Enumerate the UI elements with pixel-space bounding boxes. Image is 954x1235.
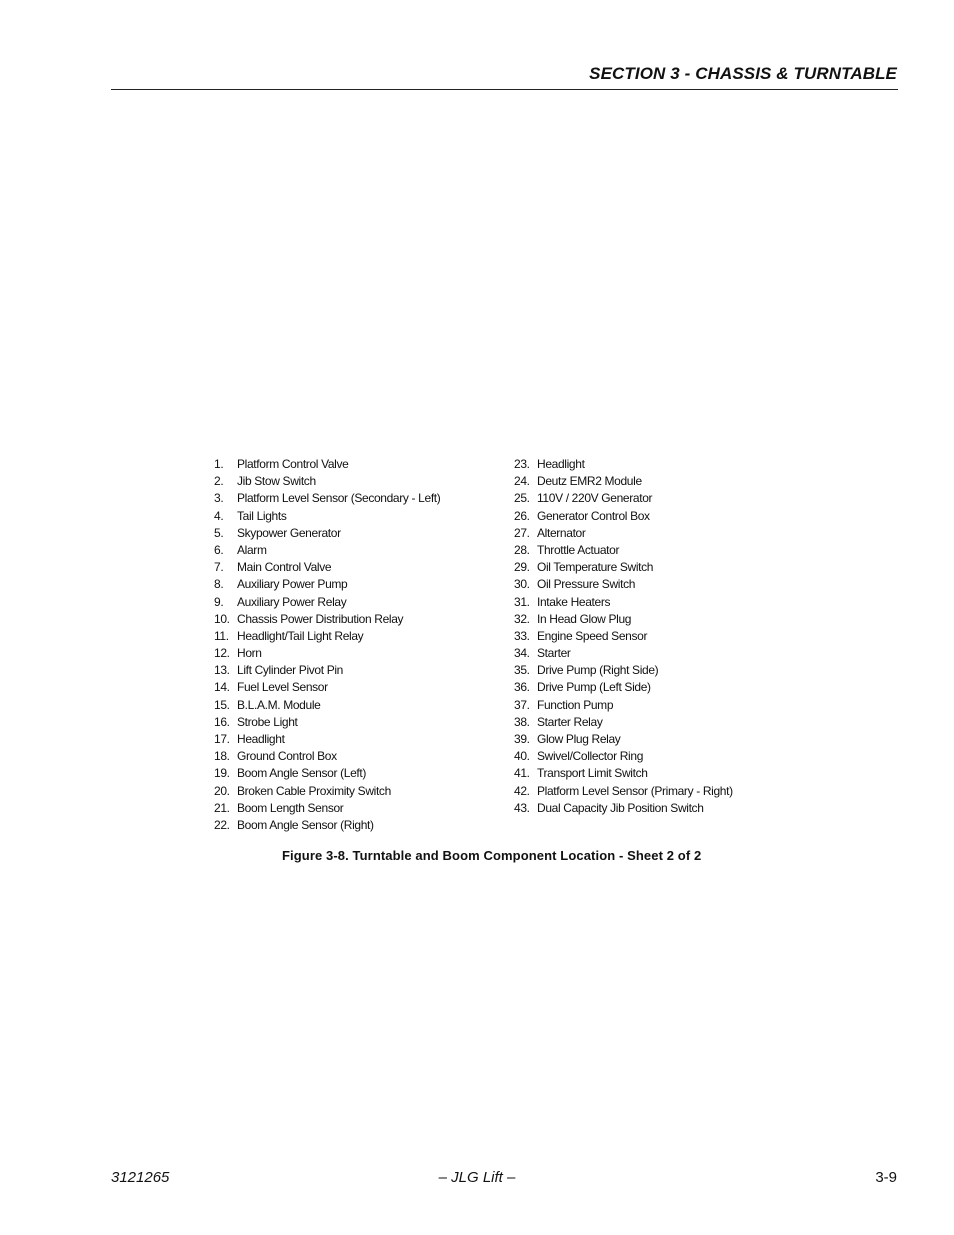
- legend-item-label: Ground Control Box: [237, 749, 337, 764]
- legend-item-number: 40.: [514, 749, 530, 764]
- legend-item-label: Starter Relay: [537, 714, 603, 729]
- legend-item: [514, 594, 733, 611]
- legend-item-number: 6.: [214, 542, 224, 557]
- legend-item: [514, 508, 733, 525]
- legend-item: [514, 628, 733, 645]
- legend-item-label: Boom Length Sensor: [237, 800, 344, 815]
- legend-item-label: Intake Heaters: [537, 594, 611, 609]
- legend-item-label: Engine Speed Sensor: [537, 628, 648, 643]
- legend-item-label: Function Pump: [537, 697, 614, 712]
- legend-item-label: Glow Plug Relay: [537, 732, 621, 746]
- legend-item-label: In Head Glow Plug: [537, 611, 632, 626]
- legend-item-label: Tail Lights: [237, 508, 287, 523]
- legend-item: [514, 611, 733, 628]
- figure-caption: Figure 3-8. Turntable and Boom Component Location - Sheet 2 of 2: [282, 848, 702, 863]
- legend-item: [514, 645, 733, 662]
- legend-item: [214, 508, 440, 525]
- legend-item: [214, 473, 440, 490]
- legend-item: [214, 594, 440, 611]
- legend-item-number: 9.: [214, 594, 224, 609]
- legend-item-number: 43.: [514, 800, 530, 815]
- legend-item: [514, 490, 733, 507]
- legend-item-label: Skypower Generator: [237, 525, 341, 540]
- legend-item-label: Transport Limit Switch: [537, 766, 648, 781]
- legend-item: [514, 783, 733, 800]
- legend-item-number: 16.: [214, 714, 230, 729]
- legend-item-number: 25.: [514, 491, 530, 506]
- legend-item-number: 4.: [214, 508, 224, 523]
- legend-item: [214, 679, 440, 696]
- legend-item-number: 27.: [514, 525, 530, 540]
- legend-item-label: Drive Pump (Left Side): [537, 680, 651, 695]
- legend-item: [514, 731, 733, 748]
- legend-item-label: Drive Pump (Right Side): [537, 663, 659, 678]
- legend-item: [214, 576, 440, 593]
- legend-item: [514, 697, 733, 714]
- legend-item-number: 24.: [514, 474, 530, 489]
- legend-item-number: 29.: [514, 560, 530, 575]
- legend-item-label: Oil Temperature Switch: [537, 560, 654, 575]
- legend-item-number: 30.: [514, 577, 530, 592]
- legend-item-number: 34.: [514, 646, 530, 661]
- legend-item-number: 11.: [214, 628, 229, 643]
- legend-item: [214, 697, 440, 714]
- legend-item-label: Alternator: [537, 525, 586, 540]
- legend-item-number: 23.: [514, 457, 530, 471]
- legend-item-label: Strobe Light: [237, 714, 298, 729]
- legend-column-left: [214, 456, 440, 834]
- legend-item: [214, 731, 440, 748]
- legend-item-number: 8.: [214, 577, 224, 592]
- legend-item-number: 38.: [514, 714, 530, 729]
- legend-item-number: 2.: [214, 474, 224, 489]
- legend-item-number: 12.: [214, 646, 230, 661]
- legend-item: [514, 525, 733, 542]
- legend-item: [214, 817, 440, 834]
- legend-item-number: 14.: [214, 680, 230, 695]
- legend-item-label: Horn: [237, 646, 262, 661]
- legend-item-number: 26.: [514, 508, 530, 523]
- legend-item-label: Lift Cylinder Pivot Pin: [237, 663, 343, 678]
- legend-item-label: Main Control Valve: [237, 560, 332, 575]
- legend-item-label: Auxiliary Power Relay: [237, 594, 347, 609]
- legend-item: [514, 576, 733, 593]
- legend-item-number: 41.: [514, 766, 530, 781]
- legend-item-label: Dual Capacity Jib Position Switch: [537, 800, 704, 815]
- legend-item-number: 5.: [214, 525, 224, 540]
- legend-item: [514, 748, 733, 765]
- legend-item-number: 37.: [514, 697, 530, 712]
- legend-item-label: Chassis Power Distribution Relay: [237, 611, 404, 626]
- legend-item-number: 39.: [514, 732, 530, 746]
- legend-item-label: Throttle Actuator: [537, 542, 620, 557]
- legend-item: [214, 456, 440, 473]
- legend-item-label: Boom Angle Sensor (Left): [237, 766, 367, 781]
- legend-item: [214, 628, 440, 645]
- component-legend: [0, 456, 954, 836]
- legend-item-number: 3.: [214, 491, 224, 506]
- legend-item: [514, 662, 733, 679]
- legend-item: [214, 525, 440, 542]
- legend-item-number: 13.: [214, 663, 230, 678]
- legend-item-number: 35.: [514, 663, 530, 678]
- legend-item: [214, 714, 440, 731]
- legend-item-label: Fuel Level Sensor: [237, 680, 328, 695]
- section-title: SECTION 3 - CHASSIS & TURNTABLE: [589, 64, 897, 83]
- legend-item-label: 110V / 220V Generator: [537, 491, 653, 506]
- legend-item-number: 33.: [514, 628, 530, 643]
- legend-item: [514, 714, 733, 731]
- legend-item: [514, 473, 733, 490]
- legend-item: [514, 765, 733, 782]
- legend-item-number: 36.: [514, 680, 530, 695]
- legend-item-number: 18.: [214, 749, 230, 764]
- legend-item: [514, 800, 733, 817]
- legend-item: [214, 662, 440, 679]
- legend-item-label: Platform Control Valve: [237, 457, 349, 471]
- legend-item: [514, 542, 733, 559]
- legend-item-number: 22.: [214, 817, 230, 832]
- legend-item: [514, 456, 733, 473]
- legend-item-number: 15.: [214, 697, 230, 712]
- footer-publisher: – JLG Lift –: [438, 1169, 516, 1186]
- legend-item-number: 42.: [514, 783, 530, 798]
- legend-item-label: Swivel/Collector Ring: [537, 749, 644, 764]
- legend-item-label: Oil Pressure Switch: [537, 577, 636, 592]
- legend-item-number: 17.: [214, 732, 230, 746]
- legend-item: [514, 559, 733, 576]
- legend-item-number: 19.: [214, 766, 230, 781]
- footer-doc-number: 3121265: [111, 1169, 170, 1186]
- legend-item-label: Jib Stow Switch: [237, 474, 316, 489]
- legend-item-label: Broken Cable Proximity Switch: [237, 783, 391, 798]
- legend-item: [214, 748, 440, 765]
- legend-item-number: 31.: [514, 594, 530, 609]
- legend-item-label: Auxiliary Power Pump: [237, 577, 348, 592]
- legend-item-label: Starter: [537, 646, 571, 661]
- footer-page-number: 3-9: [875, 1169, 897, 1186]
- legend-item: [214, 559, 440, 576]
- legend-item-label: Headlight: [537, 457, 585, 471]
- legend-item: [214, 611, 440, 628]
- legend-item-label: Alarm: [237, 542, 267, 557]
- legend-item-label: Boom Angle Sensor (Right): [237, 817, 374, 832]
- legend-item-label: Generator Control Box: [537, 508, 650, 523]
- legend-item-number: 1.: [214, 457, 224, 471]
- legend-item-number: 7.: [214, 560, 224, 575]
- legend-item: [214, 765, 440, 782]
- legend-item: [214, 542, 440, 559]
- legend-item-number: 21.: [214, 800, 230, 815]
- legend-item-number: 28.: [514, 542, 530, 557]
- legend-item: [214, 800, 440, 817]
- legend-item: [214, 645, 440, 662]
- legend-item-label: Deutz EMR2 Module: [537, 474, 642, 489]
- legend-item: [214, 783, 440, 800]
- legend-item-number: 10.: [214, 611, 230, 626]
- legend-item-label: Headlight: [237, 732, 285, 746]
- legend-item: [514, 679, 733, 696]
- legend-item-label: B.L.A.M. Module: [237, 697, 321, 712]
- header-divider: [111, 89, 898, 90]
- legend-item-label: Platform Level Sensor (Secondary - Left): [237, 491, 441, 506]
- legend-item-number: 20.: [214, 783, 230, 798]
- legend-item-label: Headlight/Tail Light Relay: [237, 628, 364, 643]
- legend-column-right: [514, 456, 733, 817]
- legend-item-number: 32.: [514, 611, 530, 626]
- legend-item-label: Platform Level Sensor (Primary - Right): [537, 783, 733, 798]
- legend-item: [214, 490, 440, 507]
